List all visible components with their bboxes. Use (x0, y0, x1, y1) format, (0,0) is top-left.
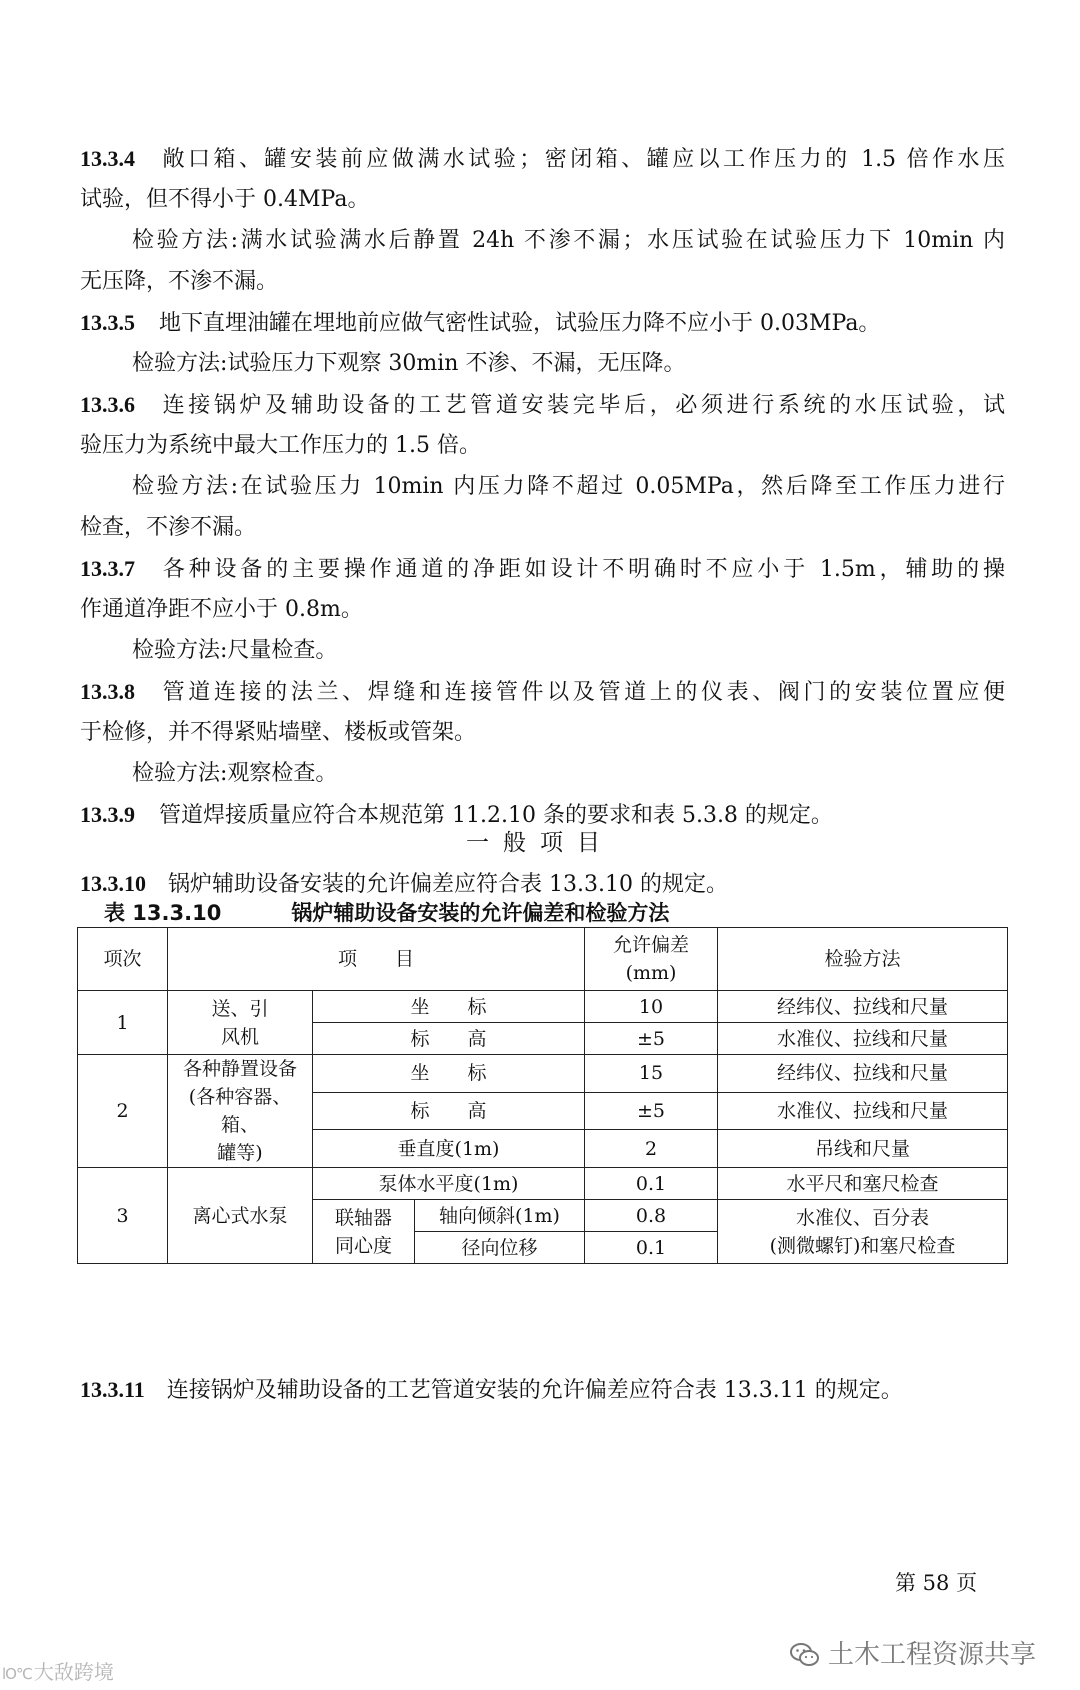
table-caption (104, 898, 669, 928)
group-name: 离心式水泵 (168, 1168, 313, 1264)
inspection-method: 检验方法:尺量检查。 (132, 638, 338, 663)
clause-13-3-5 (80, 307, 1005, 340)
row-tolerance: 15 (585, 1055, 718, 1093)
watermark-right (790, 1637, 1036, 1673)
inspection-method: 检验方法:观察检查。 (132, 761, 338, 786)
row-item: 径向位移 (415, 1232, 585, 1264)
watermark-left (2, 1658, 114, 1688)
watermark-left-logo: lO℃ (2, 1665, 32, 1683)
clause-number: 13.3.8 (80, 679, 135, 704)
group-name-line: 风机 (220, 1025, 259, 1048)
header-tolerance-unit: (mm) (625, 962, 677, 984)
coupling-concentricity-label (313, 1200, 415, 1264)
clause-13-3-4-line2: 试验，但不得小于 0.4MPa。 (80, 187, 370, 212)
clause-text: 地下直埋油罐在埋地前应做气密性试验，试验压力降不应小于 0.03MPa。 (159, 311, 881, 336)
clause-13-3-8-line2: 于检修，并不得紧贴墙壁、楼板或管架。 (80, 720, 477, 745)
inspection-method-line2: 检查，不渗不漏。 (80, 515, 257, 540)
group-name-line: (各种容器、箱、 (188, 1086, 292, 1136)
clause-number: 13.3.5 (80, 310, 135, 335)
clause-number: 13.3.6 (80, 392, 135, 417)
row-method: 吊线和尺量 (718, 1130, 1008, 1168)
header-index: 项次 (78, 928, 168, 991)
clause-text: 连接锅炉及辅助设备的工艺管道安装的允许偏差应符合表 13.3.11 的规定。 (166, 1378, 903, 1403)
group-name-line: 各种静置设备 (182, 1058, 297, 1080)
table-caption-number: 表 13.3.10 (104, 901, 222, 925)
row-item: 垂直度(1m) (313, 1130, 585, 1168)
row-tolerance: 0.1 (585, 1232, 718, 1264)
inspection-method: 检验方法:试验压力下观察 30min 不渗、不漏，无压降。 (132, 351, 686, 376)
header-tolerance (585, 928, 718, 991)
method-line: (测微螺钉)和塞尺检查 (769, 1234, 956, 1257)
table-caption-title: 锅炉辅助设备安装的允许偏差和检验方法 (291, 901, 670, 925)
inspection-method-line1: 检验方法:满水试验满水后静置 24h 不渗不漏；水压试验在试验压力下 10min 内 (132, 228, 1005, 253)
group-index: 2 (78, 1055, 168, 1168)
clause-number: 13.3.7 (80, 556, 135, 581)
clause-13-3-11 (80, 1374, 1005, 1407)
table-row (78, 1055, 1008, 1093)
row-tolerance: ±5 (585, 1023, 718, 1055)
clause-text: 敞口箱、罐安装前应做满水试验；密闭箱、罐应以工作压力的 1.5 倍作水压 (159, 147, 1005, 172)
watermark-right-text: 土木工程资源共享 (828, 1640, 1037, 1670)
row-item: 坐 标 (313, 991, 585, 1023)
row-tolerance: 2 (585, 1130, 718, 1168)
group-index: 3 (78, 1168, 168, 1264)
method-line: 水准仪、百分表 (796, 1206, 930, 1229)
table-row (78, 991, 1008, 1023)
table-header-row (78, 928, 1008, 991)
clause-13-3-7-line1 (80, 553, 1005, 586)
row-method (718, 1200, 1008, 1264)
row-tolerance: 10 (585, 991, 718, 1023)
inspection-method-line2: 无压降，不渗不漏。 (80, 269, 279, 294)
sub-label-line: 联轴器 (334, 1206, 392, 1229)
clause-text: 连接锅炉及辅助设备的工艺管道安装完毕后，必须进行系统的水压试验，试 (159, 393, 1005, 418)
clause-number: 13.3.10 (80, 871, 146, 896)
group-name-line: 罐等) (217, 1142, 263, 1164)
inspection-method-line1: 检验方法:在试验压力 10min 内压力降不超过 0.05MPa，然后降至工作压力进行 (132, 474, 1005, 499)
clause-text: 管道焊接质量应符合本规范第 11.2.10 条的要求和表 5.3.8 的规定。 (159, 803, 833, 828)
clause-13-3-6-line1 (80, 389, 1005, 422)
clause-13-3-4-line1 (80, 143, 1005, 176)
clause-13-3-10 (80, 868, 1005, 901)
header-tolerance-label: 允许偏差 (613, 934, 690, 956)
sub-label-line: 同心度 (334, 1234, 392, 1257)
watermark-left-text: 大敌跨境 (33, 1660, 114, 1684)
header-method: 检验方法 (718, 928, 1008, 991)
row-item: 标 高 (313, 1092, 585, 1130)
group-index: 1 (78, 991, 168, 1055)
row-method: 经纬仪、拉线和尺量 (718, 991, 1008, 1023)
clause-13-3-7-line2: 作通道净距不应小于 0.8m。 (80, 597, 363, 622)
row-item: 标 高 (313, 1023, 585, 1055)
section-title-general-items: 一般项目 (466, 830, 614, 856)
clause-text: 锅炉辅助设备安装的允许偏差应符合表 13.3.10 的规定。 (168, 872, 728, 897)
clause-text: 各种设备的主要操作通道的净距如设计不明确时不应小于 1.5m，辅助的操 (159, 557, 1005, 582)
clause-number: 13.3.9 (80, 802, 135, 827)
clause-number: 13.3.11 (80, 1377, 145, 1402)
row-method: 水准仪、拉线和尺量 (718, 1092, 1008, 1130)
clause-13-3-6-line2: 验压力为系统中最大工作压力的 1.5 倍。 (80, 433, 481, 458)
row-item: 泵体水平度(1m) (313, 1168, 585, 1200)
clause-number: 13.3.4 (80, 146, 135, 171)
clause-13-3-8-line1 (80, 676, 1005, 709)
clause-text: 管道连接的法兰、焊缝和连接管件以及管道上的仪表、阀门的安装位置应便 (159, 680, 1005, 705)
wechat-icon (790, 1642, 820, 1668)
row-method: 水平尺和塞尺检查 (718, 1168, 1008, 1200)
table-row (78, 1168, 1008, 1200)
row-tolerance: 0.1 (585, 1168, 718, 1200)
row-method: 经纬仪、拉线和尺量 (718, 1055, 1008, 1093)
group-name-line: 送、引 (211, 997, 269, 1020)
group-name (168, 991, 313, 1055)
row-item: 坐 标 (313, 1055, 585, 1093)
group-name (168, 1055, 313, 1168)
row-tolerance: ±5 (585, 1092, 718, 1130)
row-method: 水准仪、拉线和尺量 (718, 1023, 1008, 1055)
row-item: 轴向倾斜(1m) (415, 1200, 585, 1232)
header-item: 项 目 (168, 928, 585, 991)
page-number: 第 58 页 (895, 1571, 978, 1595)
row-tolerance: 0.8 (585, 1200, 718, 1232)
tolerance-table (77, 927, 1008, 1264)
